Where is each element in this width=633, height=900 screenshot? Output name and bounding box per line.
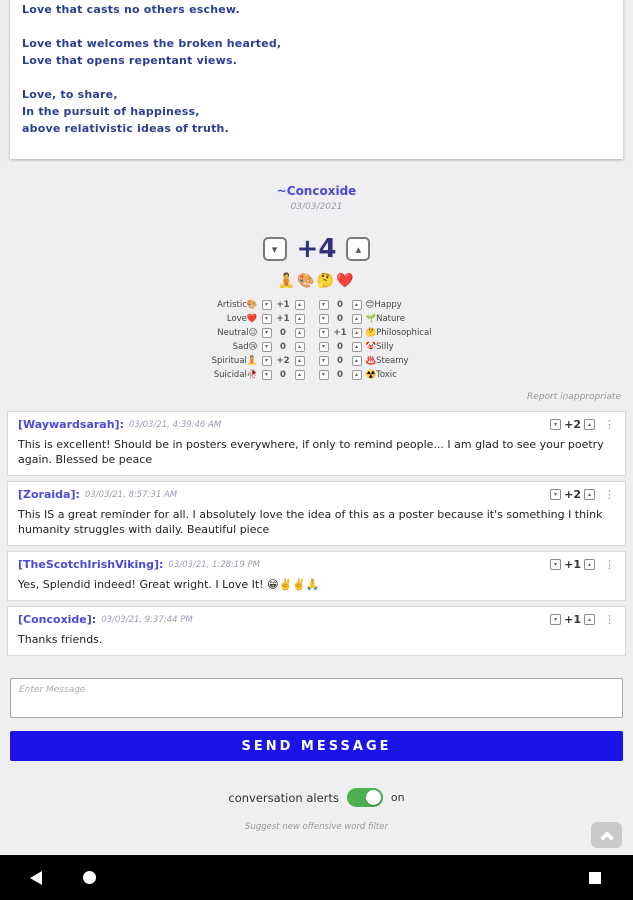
poem-card <box>10 0 623 159</box>
comment-score: +2 <box>564 418 581 431</box>
comment-header <box>18 613 615 626</box>
category-vote-table <box>0 300 633 380</box>
philosophical-emoji-icon: 🤔 <box>316 273 336 289</box>
comment-timestamp: 03/03/21, 1:28:19 PM <box>168 559 260 570</box>
category-right-emoji-icon: 🌱 <box>365 314 377 324</box>
comment-header <box>18 488 615 501</box>
category-left-value: +1 <box>276 300 290 310</box>
comment-score: +2 <box>564 488 581 501</box>
alerts-state-label: on <box>390 791 405 804</box>
upvote-button[interactable]: ▴ <box>295 314 305 324</box>
category-left-value: +1 <box>276 314 290 324</box>
alerts-toggle[interactable] <box>347 788 383 807</box>
category-right-label: 🤡Silly <box>365 342 394 352</box>
category-left-label: Sad😢 <box>232 342 258 352</box>
category-left-value: 0 <box>280 342 286 352</box>
poem-line: Love, to share, <box>22 88 118 101</box>
upvote-button[interactable]: ▴ <box>584 614 595 625</box>
upvote-button[interactable]: ▴ <box>352 300 362 310</box>
downvote-button[interactable]: ▾ <box>262 370 272 380</box>
upvote-button[interactable] <box>346 237 370 261</box>
poem-line <box>22 69 611 86</box>
upvote-button[interactable]: ▴ <box>295 356 305 366</box>
upvote-button[interactable]: ▴ <box>352 370 362 380</box>
category-left-label: Artistic🎨 <box>217 300 258 310</box>
comments-list <box>0 411 633 656</box>
category-right-emoji-icon: ♨️ <box>365 356 377 366</box>
conversation-alerts-row <box>0 788 633 807</box>
comment-body: This is excellent! Should be in posters everywhere, if only to remind people... I am glad to see your poetry again. Blessed be peace <box>18 438 604 466</box>
comment-vote-widget <box>550 613 615 626</box>
poem-line: Love that welcomes the broken hearted, <box>22 37 282 50</box>
comment-username-link[interactable]: [Waywardsarah]: <box>18 418 124 431</box>
kebab-menu-icon[interactable]: ⋮ <box>604 613 615 626</box>
poem-line: Love that opens repentant views. <box>22 54 238 67</box>
category-right-value: +1 <box>333 328 347 338</box>
category-row <box>0 356 633 366</box>
comment-timestamp: 03/03/21, 4:39:46 AM <box>128 419 222 430</box>
category-row <box>0 328 633 338</box>
comment-card <box>7 481 626 546</box>
comment-header <box>18 558 615 571</box>
spiritual-emoji-icon: 🧘 <box>277 273 298 289</box>
category-left-emoji-icon: ❤️ <box>246 314 258 324</box>
category-right-emoji-icon: 🤡 <box>365 342 377 352</box>
comment-vote-widget <box>550 558 615 571</box>
category-left-label: Neutral😐 <box>217 328 258 338</box>
love-emoji-icon: ❤️ <box>335 273 356 289</box>
downvote-button[interactable] <box>263 237 287 261</box>
comment-body: Yes, Splendid indeed! Great wright. I Love It! 😁✌️✌️🙏 <box>18 578 320 591</box>
kebab-menu-icon[interactable]: ⋮ <box>604 558 615 571</box>
category-right-emoji-icon: 😊 <box>365 300 375 310</box>
upvote-button[interactable]: ▴ <box>584 559 595 570</box>
downvote-button[interactable]: ▾ <box>319 300 329 310</box>
category-left-value: 0 <box>280 328 286 338</box>
downvote-button[interactable]: ▾ <box>262 314 272 324</box>
category-row <box>0 300 633 310</box>
kebab-menu-icon[interactable]: ⋮ <box>604 418 615 431</box>
upvote-button[interactable]: ▴ <box>352 356 362 366</box>
comment-header <box>18 418 615 431</box>
upvote-button[interactable]: ▴ <box>295 370 305 380</box>
comment-card <box>7 551 626 601</box>
chevron-up-icon: ▴ <box>355 242 362 256</box>
downvote-button[interactable]: ▾ <box>550 419 561 430</box>
send-message-button[interactable]: SEND MESSAGE <box>10 731 623 761</box>
message-composer <box>10 678 623 722</box>
comment-username-link[interactable]: [Concoxide]: <box>18 613 97 626</box>
category-left-emoji-icon: 🥀 <box>246 370 258 380</box>
upvote-button[interactable]: ▴ <box>584 489 595 500</box>
reaction-summary <box>0 273 633 289</box>
category-right-label: 😊Happy <box>365 300 402 310</box>
downvote-button[interactable]: ▾ <box>262 356 272 366</box>
comment-body: This IS a great reminder for all. I absolutely love the idea of this as a poster because it's something I think humanity struggles with daily. Beautiful piece <box>18 508 603 536</box>
downvote-button[interactable]: ▾ <box>550 489 561 500</box>
chevron-up-icon <box>599 830 613 844</box>
chevron-down-icon: ▾ <box>271 242 278 256</box>
category-right-label: ♨️Steamy <box>365 356 409 366</box>
upvote-button[interactable]: ▴ <box>295 300 305 310</box>
poem-line <box>22 18 611 35</box>
toggle-knob <box>366 790 381 805</box>
category-right-value: 0 <box>337 356 343 366</box>
author-link[interactable]: ~Concoxide <box>276 184 357 198</box>
back-icon[interactable] <box>30 871 42 885</box>
recents-icon[interactable] <box>589 872 601 884</box>
category-right-emoji-icon: ☢️ <box>365 370 377 380</box>
comment-card <box>7 606 626 656</box>
comment-vote-widget <box>550 418 615 431</box>
comment-username-link[interactable]: [TheScotchIrishViking]: <box>18 558 164 571</box>
upvote-button[interactable]: ▴ <box>352 314 362 324</box>
artistic-emoji-icon: 🎨 <box>297 273 317 289</box>
category-left-label: Love❤️ <box>226 314 258 324</box>
category-left-label: Spiritual🧘 <box>211 356 258 366</box>
category-right-value: 0 <box>337 300 343 310</box>
category-left-emoji-icon: 🧘 <box>246 356 258 366</box>
category-left-emoji-icon: 😐 <box>248 328 258 338</box>
category-right-label: 🌱Nature <box>365 314 405 324</box>
comment-timestamp: 03/03/21, 9:37:44 PM <box>101 614 193 625</box>
category-left-emoji-icon: 😢 <box>248 342 258 352</box>
upvote-button[interactable]: ▴ <box>352 342 362 352</box>
poem-date: 03/03/2021 <box>290 202 343 212</box>
comment-username-link[interactable]: [Zoraida]: <box>18 488 80 501</box>
comment-score: +1 <box>564 613 581 626</box>
comment-card <box>7 411 626 476</box>
downvote-button[interactable]: ▾ <box>550 614 561 625</box>
category-right-emoji-icon: 🤔 <box>365 328 377 338</box>
comment-vote-widget <box>550 488 615 501</box>
poem-vote-widget <box>0 234 633 264</box>
kebab-menu-icon[interactable]: ⋮ <box>604 488 615 501</box>
upvote-button[interactable]: ▴ <box>584 419 595 430</box>
upvote-button[interactable]: ▴ <box>352 328 362 338</box>
category-right-value: 0 <box>337 314 343 324</box>
category-left-value: +2 <box>276 356 290 366</box>
category-row <box>0 314 633 324</box>
downvote-button[interactable]: ▾ <box>319 328 329 338</box>
category-right-label: ☢️Toxic <box>365 370 397 380</box>
poem-line: In the pursuit of happiness, <box>22 105 200 118</box>
report-inappropriate-link[interactable]: Report inappropriate <box>527 392 621 402</box>
comment-timestamp: 03/03/21, 8:57:31 AM <box>84 489 178 500</box>
category-right-value: 0 <box>337 370 343 380</box>
upvote-button[interactable]: ▴ <box>295 328 305 338</box>
poem-line: Love that casts no others eschew. <box>22 3 240 16</box>
comment-body: Thanks friends. <box>18 633 103 646</box>
category-row <box>0 342 633 352</box>
category-left-emoji-icon: 🎨 <box>246 300 258 310</box>
category-row <box>0 370 633 380</box>
upvote-button[interactable]: ▴ <box>295 342 305 352</box>
downvote-button[interactable]: ▾ <box>550 559 561 570</box>
category-right-value: 0 <box>337 342 343 352</box>
conversation-alerts-label: conversation alerts <box>228 790 339 805</box>
android-navbar <box>0 855 633 900</box>
message-input[interactable] <box>10 678 623 718</box>
downvote-button[interactable]: ▾ <box>319 314 329 324</box>
suggest-filter-link[interactable]: Suggest new offensive word filter <box>245 822 388 832</box>
downvote-button[interactable]: ▾ <box>319 342 329 352</box>
poem-line: above relativistic ideas of truth. <box>22 122 229 135</box>
category-right-label: 🤔Philosophical <box>365 328 432 338</box>
downvote-button[interactable]: ▾ <box>319 356 329 366</box>
vote-score: +4 <box>296 234 337 264</box>
category-left-label: Suicidal🥀 <box>213 370 258 380</box>
home-icon[interactable] <box>83 871 96 884</box>
downvote-button[interactable]: ▾ <box>262 300 272 310</box>
scroll-to-top-button[interactable] <box>591 822 622 848</box>
comment-score: +1 <box>564 558 581 571</box>
downvote-button[interactable]: ▾ <box>262 328 272 338</box>
category-left-value: 0 <box>280 370 286 380</box>
downvote-button[interactable]: ▾ <box>262 342 272 352</box>
downvote-button[interactable]: ▾ <box>319 370 329 380</box>
